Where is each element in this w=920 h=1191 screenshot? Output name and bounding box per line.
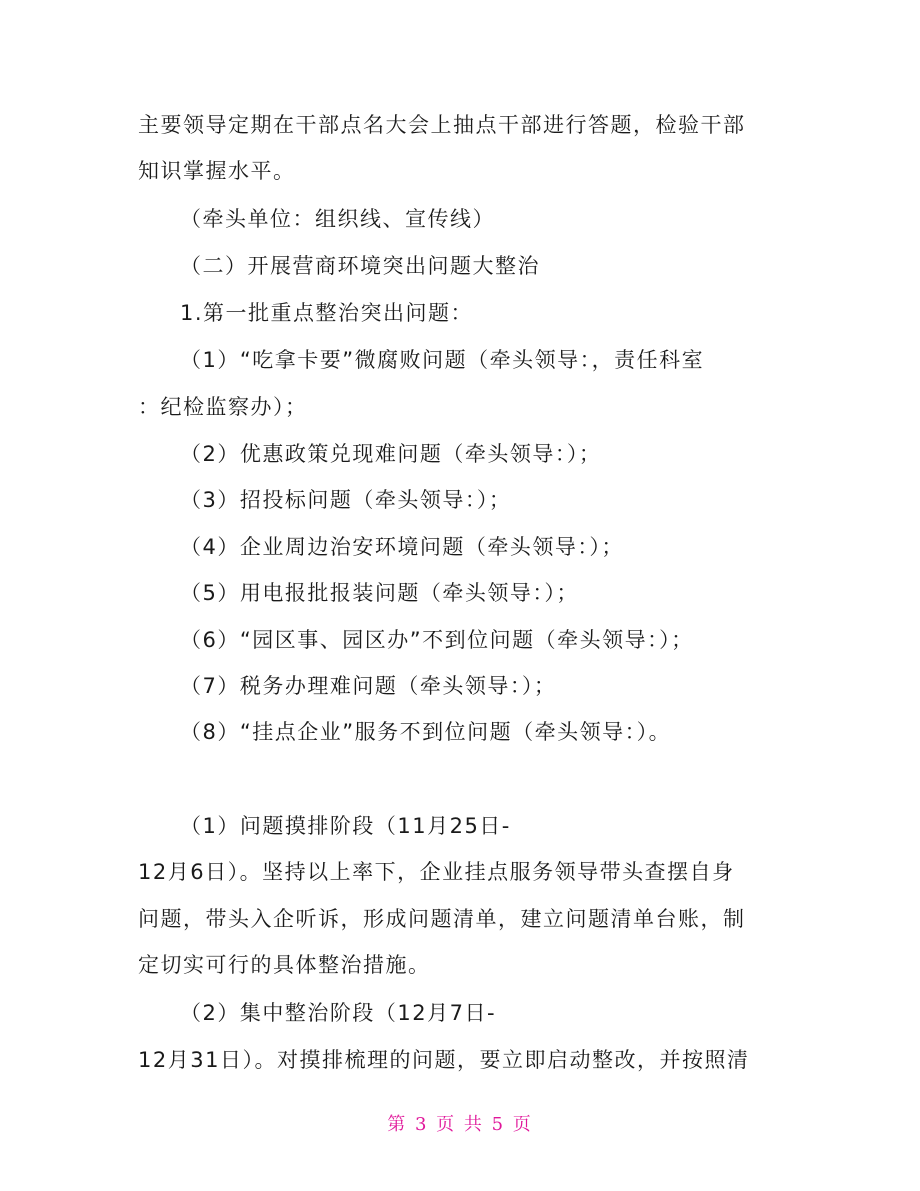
text-line: 问题，带头入企听诉，形成问题清单，建立问题清单台账，制 [138,907,746,931]
text-line: 12月31日）。对摸排梳理的问题，要立即启动整改，并按照清 [138,1048,750,1072]
list-item: （6）“园区事、园区办”不到位问题（牵头领导：）； [180,628,694,652]
text-line: 定切实可行的具体整治措施。 [138,953,431,977]
list-item: （7）税务办理难问题（牵头领导：）； [180,674,557,698]
text-line: （牵头单位：组织线、宣传线） [180,207,495,231]
page-footer: 第 3 页 共 5 页 [387,1114,533,1135]
list-item: （3）招投标问题（牵头领导：）； [180,488,512,512]
list-item: （5）用电报批报装问题（牵头领导：）； [180,581,579,605]
list-item-continuation: ：纪检监察办）； [138,395,308,419]
stage-heading: （1）问题摸排阶段（11月25日- [180,814,511,838]
list-item: （2）优惠政策兑现难问题（牵头领导：）； [180,442,602,466]
text-line: 12月6日）。坚持以上率下，企业挂点服务领导带头查摆自身 [138,860,735,884]
list-item: （4）企业周边治安环境问题（牵头领导：）； [180,535,624,559]
list-item: （1）“吃拿卡要”微腐败问题（牵头领导：，责任科室 [180,348,705,372]
text-line: 知识掌握水平。 [138,159,296,183]
subsection-heading: 1.第一批重点整治突出问题： [180,301,474,325]
section-heading: （二）开展营商环境突出问题大整治 [180,254,540,278]
text-line: 主要领导定期在干部点名大会上抽点干部进行答题，检验干部 [138,113,746,137]
stage-heading: （2）集中整治阶段（12月7日- [180,1001,497,1025]
list-item: （8）“挂点企业”服务不到位问题（牵头领导：）。 [180,720,672,744]
